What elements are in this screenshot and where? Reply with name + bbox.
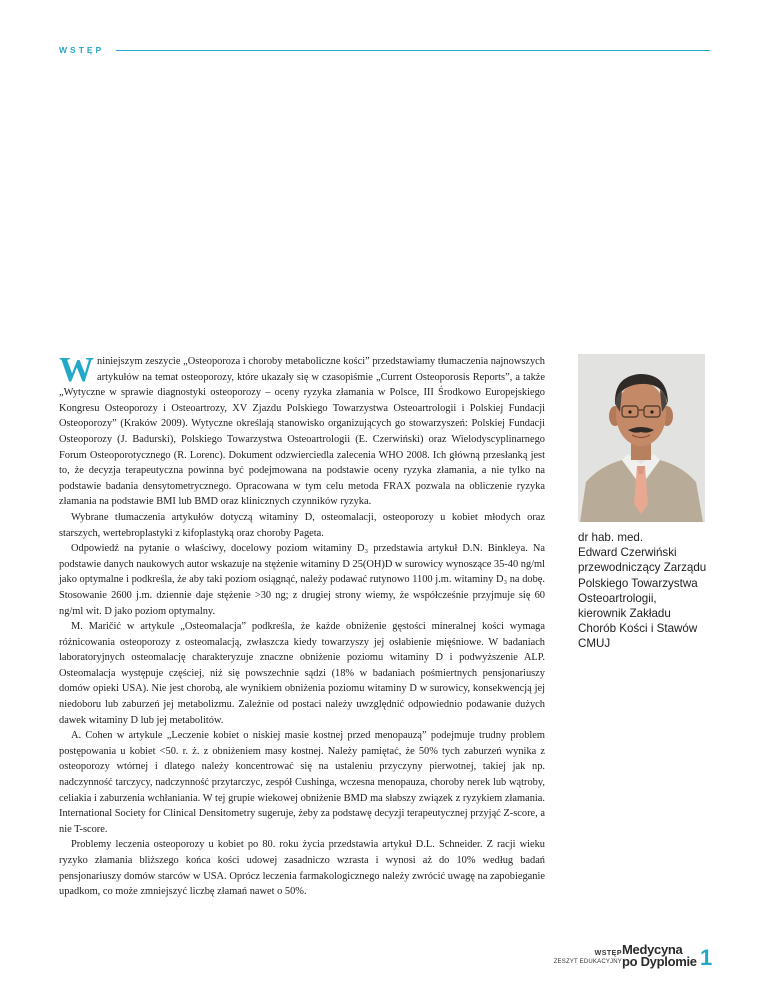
article-paragraph-3: Odpowiedź na pytanie o właściwy, docelowy poziom witaminy D₃ przedstawia artykuł D.N. Binkleya. Na podstawie danych naukowych autor wskazuje na stężenie witaminy D 25(OH)D w surowicy wynoszące 35-40 ng/ml jako optymalne i podkreśla, że aby taki poziom osiągnąć, należy podawać rutynowo 1100 j.m. witaminy D₃ na dobę. Stosowanie 2600 j.m. dziennie daje stężenie >30 ng; z drugiej strony wiemy, że współcześnie przyjmuje się 60 ng/ml wit. D jako poziom optymalny. bbox=[59, 543, 545, 617]
caption-line: dr hab. med. bbox=[578, 531, 644, 544]
article-paragraph-4: M. Maričić w artykule „Osteomalacja” podkreśla, że każde obniżenie gęstości mineralnej kości wymaga różnicowania osteoporozy z osteomalacją, zwłaszcza kiedy towarzyszy jej osłabienie mięśniowe. W badaniach laboratoryjnych osteomalację charakteryzuje znaczne obniżenie poziomu witaminy D i podwyższenie ALP. Osteomalacja występuje częściej, niż się powszechnie sądzi (18% w badaniach pośmiertnych pensjonariuszy domów opieki USA). Nie jest chorobą, ale wynikiem obniżenia poziomu witaminy D w surowicy, konsekwencją jej niedoboru lub zaburzeń jej metabolizmu. Zależnie od postaci należy uwzględnić odpowiednio podawanie dużych dawek witaminy D lub jej metabolitów. bbox=[59, 621, 545, 726]
caption-line: przewodniczący Zarządu bbox=[578, 561, 707, 575]
author-portrait bbox=[578, 354, 705, 522]
page-number: 1 bbox=[700, 945, 713, 970]
paragraph-text: niniejszym zeszycie „Osteoporoza i choroby metaboliczne kości” przedstawiamy tłumaczenia najnowszych artykułów na temat osteoporozy, które ukazały się w czasopiśmie „Current Osteoporosis Reports”, a także „Wytyczne w sprawie diagnostyki osteoporozy – oceny ryzyka złamania w Polsce, III Środkowo Europejskiego Kongresu Osteoporozy i Osteoartrozy, XV Zjazdu Polskiego Towarzystwa Osteoartrologii i Polskiej Fundacji Osteoporozy” (Kraków 2009). Wytyczne określają stanowisko organizujących go stowarzyszeń: Polskiej Fundacji Osteoporozy (J. Badurski), Polskiego Towarzystwa Osteoartrologii (E. Czerwiński) oraz Wielodyscyplinarnego Forum Osteoporotycznego (R. Lorenc). Dokument odzwierciedla zalecenia WHO 2008. Ich główną przesłanką jest to, że decyzja terapeutyczna powinna być podejmowana na podstawie oceny ryzyka złamania, a nie tylko na podstawie badania densytometrycznego. Opracowana w tym celu metoda FRAX pozwala na obliczenie ryzyka złamania na podstawie BMI lub BMD oraz klinicznych czynników ryzyka. bbox=[59, 356, 545, 508]
logo-line-2: po Dyplomie bbox=[622, 954, 697, 969]
article-paragraph-5: A. Cohen w artykule „Leczenie kobiet o niskiej masie kostnej przed menopauzą” podejmuje trudny problem postępowania u kobiet <50. r. ż. z obniżeniem masy kostnej. Należy pamiętać, że 50% tych zaburzeń wynika z osteoporozy wtórnej i dlatego należy koncentrować się na ustaleniu przyczyny pierwotnej, takiej jak np. nadczynność tarczycy, nadczynność przytarczyc, zespół Cushinga, wczesna menopauza, choroby nerek lub wątroby, celiakia i zaburzenia wchłaniania. W tej grupie wiekowej obniżenie BMD ma słabszy związek z ryzykiem złamania. International Society for Clinical Densitometry sugeruje, żeby za podstawę decyzji terapeutycznej przyjąć Z-score, a nie T-score. bbox=[59, 730, 545, 835]
page-header bbox=[59, 41, 710, 59]
portrait-illustration bbox=[578, 354, 705, 522]
article-paragraph-6: Problemy leczenia osteoporozy u kobiet po 80. roku życia przedstawia artykuł D.L. Schneider. Z racji wieku ryzyko złamania bliższego końca kości udowej zasadniczo wzrasta i wynosi aż do 10% według badań pensjonariuszy domów starców w USA. Oprócz leczenia farmakologicznego należy zwrócić uwagę na zapobieganie upadkom, co może zmniejszyć liczbę złamań nawet o 50%. bbox=[59, 839, 545, 898]
footer-subtitle: ZESZYT EDUKACYJNY bbox=[553, 959, 622, 965]
caption-line: Polskiego Towarzystwa bbox=[578, 576, 698, 590]
footer-section: WSTĘP bbox=[594, 950, 622, 957]
caption-line: Chorób Kości i Stawów bbox=[578, 622, 698, 636]
article-body bbox=[59, 350, 545, 900]
author-caption bbox=[578, 530, 713, 652]
drop-cap: W bbox=[59, 350, 94, 389]
article-paragraph-1 bbox=[59, 350, 545, 510]
logo-line-1: Medycyna bbox=[622, 942, 683, 957]
caption-line: kierownik Zakładu bbox=[578, 607, 671, 621]
section-label: WSTĘP bbox=[59, 45, 105, 55]
article-paragraph-2: Wybrane tłumaczenia artykułów dotyczą witaminy D, osteomalacji, osteoporozy u kobiet młodych oraz starszych, wertebroplastyki z kifoplastyką oraz choroby Pageta. bbox=[59, 511, 545, 539]
header-rule bbox=[116, 50, 710, 51]
footer-section-info bbox=[554, 949, 622, 967]
caption-line: Edward Czerwiński bbox=[578, 546, 677, 560]
journal-logo bbox=[622, 944, 697, 968]
page-footer bbox=[548, 944, 718, 974]
caption-line: Osteoartrologii, bbox=[578, 591, 657, 605]
caption-line: CMUJ bbox=[578, 637, 611, 651]
